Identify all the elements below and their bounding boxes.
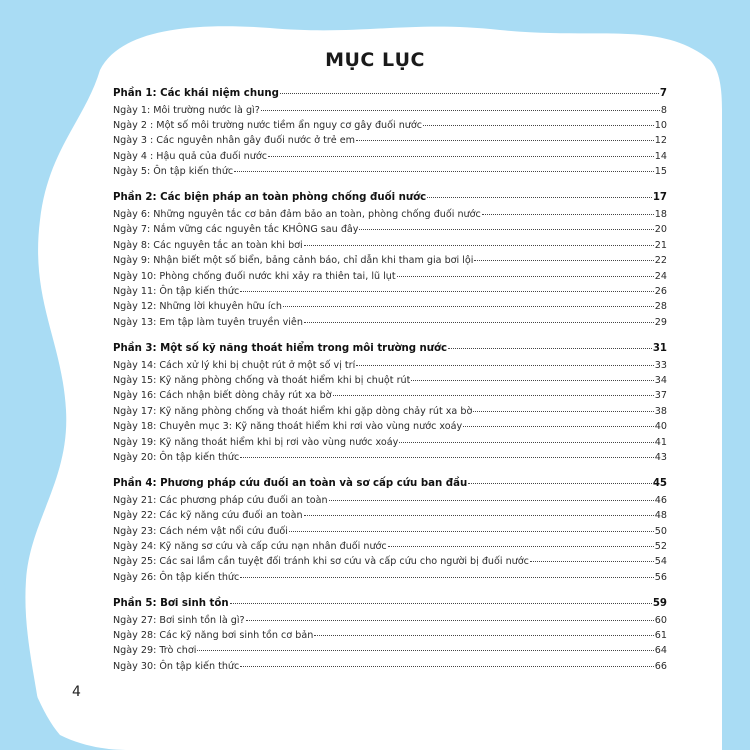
toc-entry[interactable] xyxy=(113,570,667,585)
toc-entry-page: 48 xyxy=(654,510,667,522)
dot-leader xyxy=(468,482,652,484)
toc-entry-label: Ngày 4 : Hậu quả của đuối nước xyxy=(113,150,267,162)
dot-leader xyxy=(304,321,654,323)
toc-entry[interactable] xyxy=(113,315,667,330)
toc-entry[interactable] xyxy=(113,419,667,434)
toc-entry[interactable] xyxy=(113,299,667,314)
toc-entry[interactable] xyxy=(113,659,667,674)
toc-entry-label: Ngày 16: Cách nhận biết dòng chảy rút xa bờ xyxy=(113,390,332,402)
toc-entry-page: 10 xyxy=(654,119,667,131)
toc-entry[interactable] xyxy=(113,435,667,450)
dot-leader xyxy=(240,456,654,458)
dot-leader xyxy=(397,275,654,277)
toc-entry-label: Ngày 8: Các nguyên tắc an toàn khi bơi xyxy=(113,239,303,251)
toc-section-heading[interactable] xyxy=(113,476,667,493)
toc-entry[interactable] xyxy=(113,238,667,253)
dot-leader xyxy=(234,170,654,172)
toc-section-heading[interactable] xyxy=(113,596,667,613)
toc-entry-label: Ngày 20: Ôn tập kiến thức xyxy=(113,451,240,463)
table-of-contents xyxy=(113,86,667,685)
dot-leader xyxy=(240,665,654,667)
toc-section xyxy=(113,341,667,465)
toc-entry-label: Ngày 14: Cách xử lý khi bị chuột rút ở một số vị trí xyxy=(113,359,356,371)
toc-entry-page: 43 xyxy=(654,451,667,463)
toc-entry[interactable] xyxy=(113,373,667,388)
toc-entry-page: 29 xyxy=(654,316,667,328)
dot-leader xyxy=(246,619,654,621)
toc-entry-label: Ngày 12: Những lời khuyên hữu ích xyxy=(113,301,282,313)
toc-entry[interactable] xyxy=(113,269,667,284)
toc-entry-page: 38 xyxy=(654,405,667,417)
dot-leader xyxy=(482,213,654,215)
toc-entry-label: Ngày 27: Bơi sinh tồn là gì? xyxy=(113,614,245,626)
toc-entry-page: 37 xyxy=(654,390,667,402)
page-title: MỤC LỤC xyxy=(325,49,425,71)
toc-entry-page: 22 xyxy=(654,255,667,267)
toc-entry-page: 21 xyxy=(654,239,667,251)
toc-entry[interactable] xyxy=(113,628,667,643)
toc-entry-page: 20 xyxy=(654,224,667,236)
toc-entry-page: 15 xyxy=(654,166,667,178)
toc-entry[interactable] xyxy=(113,554,667,569)
toc-entry[interactable] xyxy=(113,613,667,628)
toc-entry-page: 40 xyxy=(654,421,667,433)
toc-entry-page: 54 xyxy=(654,556,667,568)
toc-section-heading-label: Phần 1: Các khái niệm chung xyxy=(113,88,279,99)
toc-section-heading[interactable] xyxy=(113,86,667,103)
dot-leader xyxy=(427,196,652,198)
toc-entry-page: 66 xyxy=(654,660,667,672)
toc-entry-page: 26 xyxy=(654,285,667,297)
toc-entry-label: Ngày 2 : Một số môi trường nước tiềm ẩn nguy cơ gây đuối nước xyxy=(113,119,423,131)
toc-entry-label: Ngày 22: Các kỹ năng cứu đuối an toàn xyxy=(113,510,303,522)
dot-leader xyxy=(399,441,653,443)
dot-leader xyxy=(280,92,659,94)
dot-leader xyxy=(356,139,654,141)
toc-section-heading-page: 7 xyxy=(659,88,667,99)
toc-entry-page: 34 xyxy=(654,374,667,386)
toc-entry-label: Ngày 25: Các sai lầm cần tuyệt đối tránh khi sơ cứu và cấp cứu cho người bị đuối nước xyxy=(113,556,529,568)
toc-entry-page: 60 xyxy=(654,614,667,626)
toc-entry[interactable] xyxy=(113,388,667,403)
toc-entry-page: 46 xyxy=(654,494,667,506)
toc-entry[interactable] xyxy=(113,643,667,658)
toc-entry-label: Ngày 28: Các kỹ năng bơi sinh tồn cơ bản xyxy=(113,630,314,642)
toc-entry-page: 41 xyxy=(654,436,667,448)
toc-entry-page: 50 xyxy=(654,525,667,537)
dot-leader xyxy=(359,228,653,230)
toc-entry-label: Ngày 19: Kỹ năng thoát hiểm khi bị rơi vào vùng nước xoáy xyxy=(113,436,399,448)
dot-leader xyxy=(329,499,654,501)
page-number: 4 xyxy=(72,684,81,700)
toc-section-heading-page: 45 xyxy=(652,478,667,490)
toc-section xyxy=(113,596,667,674)
toc-entry-label: Ngày 3 : Các nguyên nhân gây đuối nước ở trẻ em xyxy=(113,135,355,147)
toc-entry[interactable] xyxy=(113,450,667,465)
toc-entry-label: Ngày 1: Môi trường nước là gì? xyxy=(113,104,260,116)
toc-entry[interactable] xyxy=(113,149,667,164)
toc-entry-page: 24 xyxy=(654,270,667,282)
dot-leader xyxy=(423,124,654,126)
dot-leader xyxy=(283,305,654,307)
toc-entry-label: Ngày 26: Ôn tập kiến thức xyxy=(113,571,240,583)
toc-entry-page: 28 xyxy=(654,301,667,313)
toc-entry-page: 56 xyxy=(654,571,667,583)
toc-section xyxy=(113,476,667,585)
toc-entry[interactable] xyxy=(113,524,667,539)
toc-section-heading-page: 31 xyxy=(652,343,667,355)
dot-leader xyxy=(304,244,654,246)
dot-leader xyxy=(314,634,654,636)
dot-leader xyxy=(289,530,654,532)
toc-entry-label: Ngày 24: Kỹ năng sơ cứu và cấp cứu nạn nhân đuối nước xyxy=(113,540,387,552)
dot-leader xyxy=(230,602,652,604)
toc-entry-label: Ngày 30: Ôn tập kiến thức xyxy=(113,660,240,672)
toc-entry[interactable] xyxy=(113,539,667,554)
dot-leader xyxy=(411,379,653,381)
dot-leader xyxy=(261,109,660,111)
toc-entry-page: 18 xyxy=(654,208,667,220)
dot-leader xyxy=(240,576,654,578)
toc-entry-page: 8 xyxy=(660,104,667,116)
dot-leader xyxy=(333,394,654,396)
toc-entry[interactable] xyxy=(113,493,667,508)
toc-entry-label: Ngày 23: Cách ném vật nổi cứu đuối xyxy=(113,525,288,537)
toc-entry-label: Ngày 5: Ôn tập kiến thức xyxy=(113,166,234,178)
toc-entry[interactable] xyxy=(113,133,667,148)
toc-entry-label: Ngày 15: Kỹ năng phòng chống và thoát hiểm khi bị chuột rút xyxy=(113,374,411,386)
toc-entry[interactable] xyxy=(113,284,667,299)
dot-leader xyxy=(530,560,654,562)
toc-entry-page: 64 xyxy=(654,645,667,657)
toc-entry[interactable] xyxy=(113,118,667,133)
toc-entry[interactable] xyxy=(113,103,667,118)
toc-entry-page: 61 xyxy=(654,630,667,642)
toc-entry[interactable] xyxy=(113,253,667,268)
toc-section-heading[interactable] xyxy=(113,341,667,358)
toc-entry-label: Ngày 11: Ôn tập kiến thức xyxy=(113,285,240,297)
toc-entry-page: 52 xyxy=(654,540,667,552)
dot-leader xyxy=(197,649,653,651)
dot-leader xyxy=(448,347,652,349)
dot-leader xyxy=(463,425,654,427)
toc-section xyxy=(113,190,667,330)
toc-section-heading[interactable] xyxy=(113,190,667,207)
dot-leader xyxy=(304,514,654,516)
dot-leader xyxy=(474,259,653,261)
toc-entry-label: Ngày 6: Những nguyên tắc cơ bản đảm bảo an toàn, phòng chống đuối nước xyxy=(113,208,481,220)
toc-entry-label: Ngày 29: Trò chơi xyxy=(113,645,197,657)
toc-entry-label: Ngày 21: Các phương pháp cứu đuối an toàn xyxy=(113,494,328,506)
toc-entry-label: Ngày 17: Kỹ năng phòng chống và thoát hiểm khi gặp dòng chảy rút xa bờ xyxy=(113,405,473,417)
dot-leader xyxy=(356,364,654,366)
toc-section-heading-page: 59 xyxy=(652,598,667,610)
toc-entry[interactable] xyxy=(113,404,667,419)
toc-entry-page: 12 xyxy=(654,135,667,147)
toc-section-heading-page: 17 xyxy=(652,192,667,204)
toc-entry[interactable] xyxy=(113,358,667,373)
toc-section xyxy=(113,86,667,179)
toc-entry-label: Ngày 10: Phòng chống đuối nước khi xảy ra thiên tai, lũ lụt xyxy=(113,270,396,282)
toc-entry-page: 14 xyxy=(654,150,667,162)
toc-section-heading-label: Phần 2: Các biện pháp an toàn phòng chống đuối nước xyxy=(113,192,427,204)
toc-entry-label: Ngày 9: Nhận biết một số biển, bảng cảnh báo, chỉ dẫn khi tham gia bơi lội xyxy=(113,255,474,267)
toc-section-heading-label: Phần 5: Bơi sinh tồn xyxy=(113,598,229,610)
toc-section-heading-label: Phần 4: Phương pháp cứu đuối an toàn và sơ cấp cứu ban đầu xyxy=(113,478,468,490)
toc-entry[interactable] xyxy=(113,222,667,237)
toc-entry-label: Ngày 7: Nắm vững các nguyên tắc KHÔNG sau đây xyxy=(113,224,359,236)
dot-leader xyxy=(388,545,654,547)
toc-entry[interactable] xyxy=(113,508,667,523)
toc-entry-label: Ngày 18: Chuyên mục 3: Kỹ năng thoát hiểm khi rơi vào vùng nước xoáy xyxy=(113,421,463,433)
toc-entry-page: 33 xyxy=(654,359,667,371)
dot-leader xyxy=(240,290,654,292)
toc-entry-label: Ngày 13: Em tập làm tuyên truyền viên xyxy=(113,316,303,328)
toc-entry[interactable] xyxy=(113,207,667,222)
dot-leader xyxy=(268,155,654,157)
dot-leader xyxy=(473,410,653,412)
toc-section-heading-label: Phần 3: Một số kỹ năng thoát hiểm trong môi trường nước xyxy=(113,343,448,355)
toc-entry[interactable] xyxy=(113,164,667,179)
